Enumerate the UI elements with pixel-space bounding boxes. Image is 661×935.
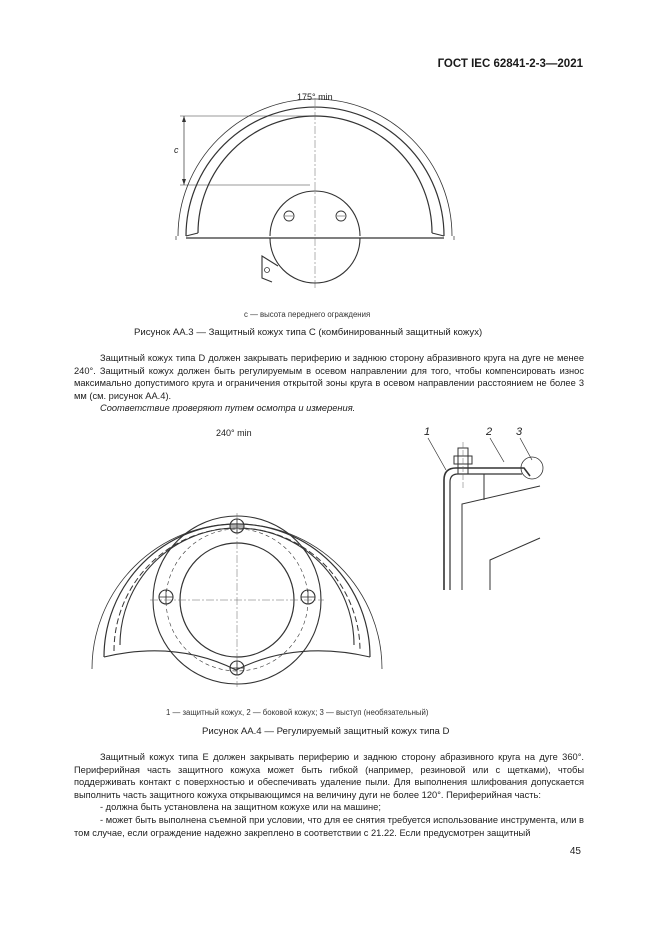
figure-aa3-note: c — высота переднего ограждения	[244, 310, 371, 319]
callout-2: 2	[486, 426, 493, 438]
figure-aa3-caption: Рисунок АА.3 — Защитный кожух типа С (комбинированный защитный кожух)	[134, 327, 483, 338]
figure-aa4-section	[414, 420, 554, 595]
paragraph-type-d	[74, 352, 584, 415]
standard-header: ГОСТ IEC 62841-2-3—2021	[437, 58, 583, 70]
page-number: 45	[569, 846, 581, 857]
angle-label-240: 240° min	[216, 428, 252, 438]
list-item: - должна быть установлена на защитном кожухе или на машине;	[100, 802, 381, 813]
callout-3: 3	[516, 426, 523, 438]
figure-aa3-drawing	[150, 88, 480, 303]
c-label: c	[174, 145, 179, 155]
list-item: - может быть выполнена съемной при условии, что для ее снятия требуется использование инструмента, или в том случае, если ограждение надежно закреплено в соответствии с 21.22. Если предусмотрен защитный	[74, 814, 584, 838]
figure-aa4-note: 1 — защитный кожух, 2 — боковой кожух; 3 — выступ (необязательный)	[166, 708, 429, 717]
figure-aa4-drawing	[86, 425, 388, 707]
paragraph-type-e-text: Защитный кожух типа Е должен закрывать периферию и заднюю сторону абразивного круга на дуге 360°. Периферийная часть защитного кожуха может быть гибкой (например, резиновой или с щетками), чтобы поддерживать контакт с поверхностью и обеспечивать удаление пыли. Для выполнения шлифования допускается выполнить часть защитного кожуха открывающимся на величину дуги не более 120°. Периферийная часть:	[74, 752, 584, 800]
paragraph-type-d-text: Защитный кожух типа D должен закрывать периферию и заднюю сторону абразивного круга на дуге не менее 240°. Защитный кожух должен быть регулируемым в осевом направлении для того, чтобы компенсировать износ максимально допустимого круга и ограничения открытой зоны круга в осевом направлении расстоянием не более 3 мм (см. рисунок АА.4).	[74, 353, 584, 401]
angle-label-175: 175° min	[297, 92, 333, 102]
callout-1: 1	[424, 426, 431, 438]
compliance-text: Соответствие проверяют путем осмотра и измерения.	[100, 403, 356, 414]
paragraph-type-e	[74, 751, 584, 839]
figure-aa4-caption: Рисунок АА.4 — Регулируемый защитный кожух типа D	[202, 726, 450, 737]
